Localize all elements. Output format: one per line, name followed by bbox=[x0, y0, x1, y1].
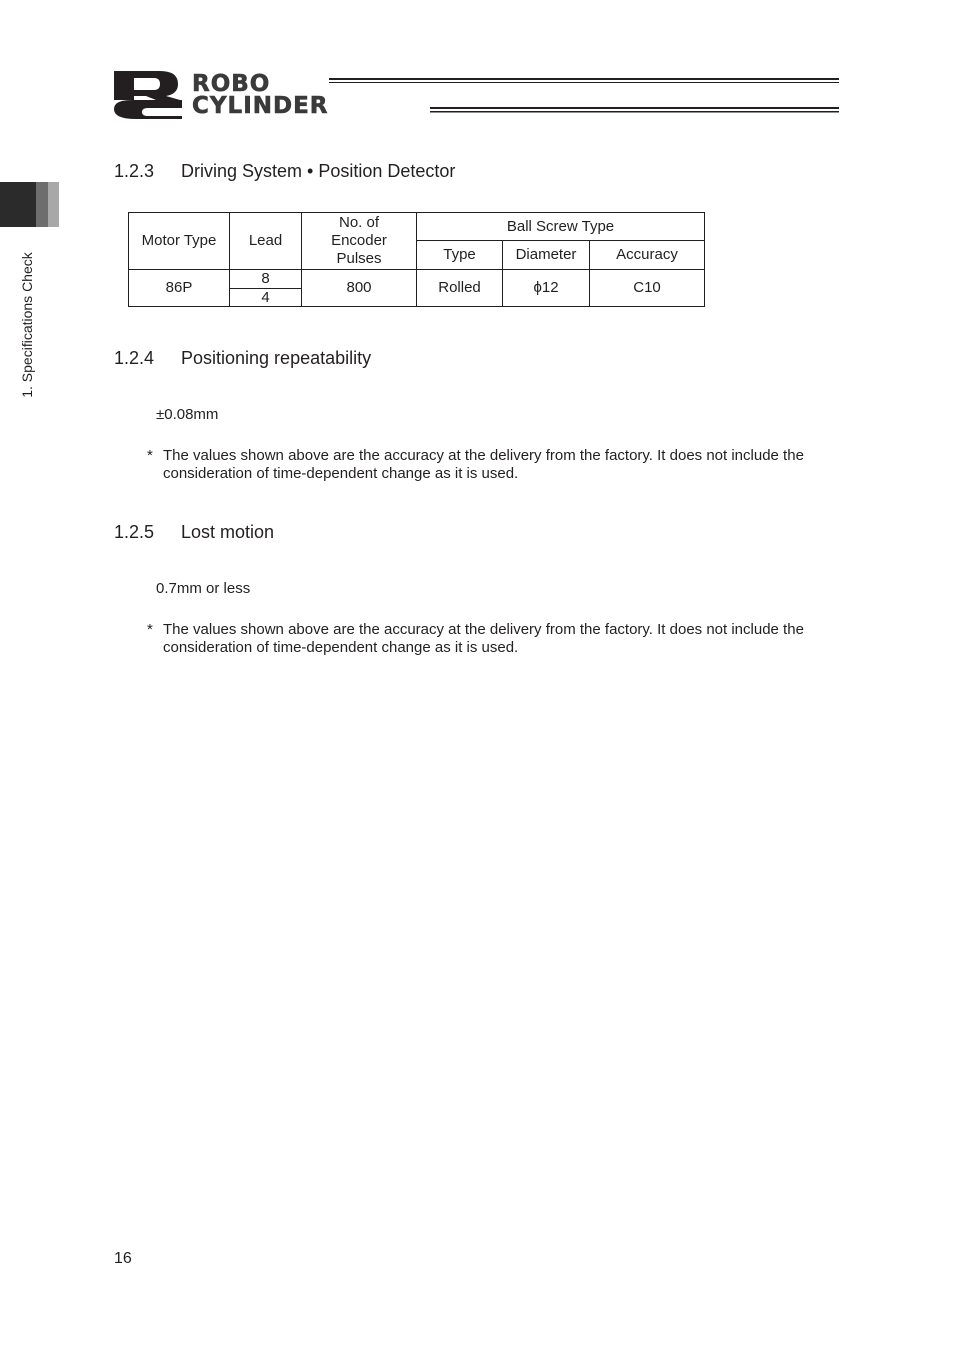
driving-system-table bbox=[128, 212, 705, 307]
header-motor-type: Motor Type bbox=[129, 213, 230, 270]
header-encoder-pulses: No. of Encoder Pulses bbox=[302, 213, 417, 270]
note-asterisk: * bbox=[147, 447, 153, 464]
cell-encoder-pulses: 800 bbox=[302, 270, 417, 307]
section-heading-lost-motion bbox=[114, 522, 274, 543]
section-number: 1.2.5 bbox=[114, 522, 155, 542]
page-number: 16 bbox=[114, 1250, 132, 1267]
lost-motion-value: 0.7mm or less bbox=[156, 580, 251, 597]
section-title: Lost motion bbox=[181, 522, 275, 542]
logo-text-robo: ROBO bbox=[192, 71, 271, 97]
note-text: The values shown above are the accuracy at the delivery from the factory. It does not include the consideration of time-dependent change as it is used. bbox=[163, 621, 804, 656]
note-text: The values shown above are the accuracy at the delivery from the factory. It does not include the consideration of time-dependent change as it is used. bbox=[163, 447, 804, 482]
section-heading-driving-system bbox=[114, 161, 455, 182]
section-heading-positioning-repeatability bbox=[114, 348, 371, 369]
cell-accuracy: C10 bbox=[590, 270, 705, 307]
header-diameter: Diameter bbox=[503, 241, 590, 270]
section-title: Positioning repeatability bbox=[181, 348, 372, 368]
repeatability-note bbox=[147, 447, 847, 483]
lost-motion-note bbox=[147, 621, 847, 657]
cell-type: Rolled bbox=[417, 270, 503, 307]
header-lead: Lead bbox=[230, 213, 302, 270]
header-ball-screw-type: Ball Screw Type bbox=[417, 213, 705, 241]
cell-lead-8: 8 bbox=[230, 270, 302, 289]
note-asterisk: * bbox=[147, 621, 153, 638]
robo-cylinder-logo bbox=[112, 68, 842, 120]
header-accuracy: Accuracy bbox=[590, 241, 705, 270]
section-number: 1.2.3 bbox=[114, 161, 155, 181]
cell-motor-type: 86P bbox=[129, 270, 230, 307]
cell-lead-4: 4 bbox=[230, 289, 302, 307]
repeatability-value: ±0.08mm bbox=[156, 406, 219, 423]
cell-diameter: ϕ12 bbox=[503, 270, 590, 307]
chapter-tab-marker bbox=[0, 182, 59, 227]
chapter-label: 1. Specifications Check bbox=[19, 252, 35, 398]
section-number: 1.2.4 bbox=[114, 348, 155, 368]
header-type: Type bbox=[417, 241, 503, 270]
section-title: Driving System • Position Detector bbox=[181, 161, 456, 181]
logo-text-cylinder: CYLINDER bbox=[192, 93, 329, 119]
